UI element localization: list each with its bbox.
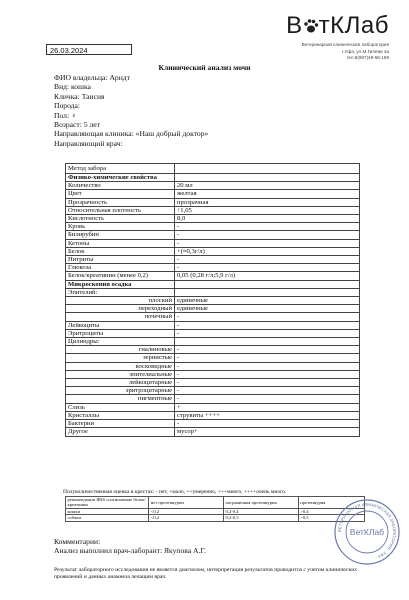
table-row [66, 164, 360, 174]
row-value: - [175, 256, 360, 264]
table-row [66, 379, 360, 387]
row-label: восковидные [66, 362, 175, 370]
row-value: - [175, 395, 360, 403]
results-table [65, 163, 360, 437]
row-value: единичные [175, 305, 360, 313]
stamp-ring-text: ВЕТЕРИНАРНАЯ КЛИНИЧЕСКАЯ ЛАБОРАТОРИЯ · УФА · [336, 501, 398, 561]
row-value: - [175, 223, 360, 231]
lab-logo [286, 12, 389, 40]
row-label: зернистые [66, 354, 175, 362]
table-row [66, 264, 360, 272]
row-label: Билирубин [66, 231, 175, 239]
section-label: Цилиндры: [66, 338, 175, 346]
table-row [66, 182, 360, 190]
lab-stamp [333, 498, 401, 566]
paw-icon [303, 17, 319, 35]
row-label: Нитриты [66, 256, 175, 264]
row-label: Белок [66, 247, 175, 255]
row-label: пигментные [66, 395, 175, 403]
row-value: - [175, 420, 360, 428]
table-row [66, 198, 360, 206]
table-row [66, 297, 360, 305]
section-row [66, 174, 360, 182]
table-row [66, 362, 360, 370]
table-row [66, 370, 360, 378]
row-label: Кристаллы [66, 411, 175, 419]
logo-text: тКЛаб [318, 12, 389, 39]
row-value: - [175, 354, 360, 362]
breed: Порода: [54, 101, 80, 111]
referring-clinic: Направляющая клиника: «Наш добрый доктор» [54, 129, 209, 139]
lab-contacts [302, 42, 389, 62]
disclaimer: Результат лабораторного исследования не является диагнозом, интерпретация результатов проводится с учетом клинических проявлений и данных анамнеза лечащим врач. [54, 567, 358, 580]
row-value: - [175, 239, 360, 247]
ref-cell: <0,2 [149, 515, 224, 521]
row-value: ↑1,05 [175, 206, 360, 214]
semiquant-note: Полуколичественная оценка в крестах: - нет, +мало, ++умеренно, +++много, ++++очень много. [63, 489, 287, 495]
document-title: Клинический анализ мочи [158, 63, 251, 72]
row-value: - [175, 379, 360, 387]
row-label: Количество [66, 182, 175, 190]
sex: Пол: ♀ [54, 110, 77, 120]
row-label: Кислотность [66, 215, 175, 223]
analyst: Анализ выполнил врач-лаборант: Якупова А.Г. [54, 546, 206, 556]
pet-name: Кличка: Таисия [54, 91, 105, 101]
row-label: Белок/креатинин (менее 0,2) [66, 272, 175, 280]
table-row [66, 329, 360, 337]
table-row [66, 215, 360, 223]
table-row [66, 256, 360, 264]
row-value: 0,05 (0,28 г/л;5,9 г/л) [175, 272, 360, 280]
ref-cell: кошки [66, 508, 149, 514]
row-value: + [175, 403, 360, 411]
ref-row [66, 515, 365, 521]
section-row [66, 338, 360, 346]
table-row [66, 313, 360, 321]
iris-reference-table [65, 496, 365, 522]
method-label: Метод забора [66, 164, 175, 174]
row-label: лейкоцитарные [66, 379, 175, 387]
row-label: Кровь [66, 223, 175, 231]
table-row [66, 272, 360, 280]
logo-letter-v: В [286, 12, 303, 39]
table-row [66, 403, 360, 411]
row-value: 8,0 [175, 215, 360, 223]
section-physchem: Физико-химические свойства [66, 174, 175, 182]
row-value: +(≈0,3г/л) [175, 247, 360, 255]
row-label: почечный [66, 313, 175, 321]
row-value: желтая [175, 190, 360, 198]
section-label: Эпителий: [66, 288, 175, 296]
row-value: струвиты ++++ [175, 411, 360, 419]
row-label: эпителиальные [66, 370, 175, 378]
stamp-center-text: ВетКЛаб [349, 527, 385, 537]
row-value: единичные [175, 297, 360, 305]
comments-block [54, 537, 206, 556]
lab-address: г.Уфа, ул.М.Гилеви 4а [342, 48, 389, 54]
row-value: - [175, 346, 360, 354]
row-value: - [175, 264, 360, 272]
table-row [66, 321, 360, 329]
row-label: плоский [66, 297, 175, 305]
ref-cell: собаки [66, 515, 149, 521]
row-value: 20 мл [175, 182, 360, 190]
table-row [66, 305, 360, 313]
ref-cell: >0,5 [298, 515, 364, 521]
table-row [66, 411, 360, 419]
table-row [66, 395, 360, 403]
ref-cell: 0,2-0,5 [224, 515, 299, 521]
patient-info [54, 73, 208, 148]
row-value: - [175, 370, 360, 378]
table-row [66, 190, 360, 198]
row-label: Эритроциты [66, 329, 175, 337]
referring-doctor: Направляющий врач: [54, 138, 123, 148]
table-row [66, 206, 360, 214]
row-label: Кетоны [66, 239, 175, 247]
row-label: Бактерии [66, 420, 175, 428]
table-row [66, 387, 360, 395]
table-row [66, 420, 360, 428]
row-label: переходный [66, 305, 175, 313]
row-value: - [175, 362, 360, 370]
ref-cell: 0,2-0,4 [224, 508, 299, 514]
row-label: гиалиновые [66, 346, 175, 354]
row-label: Прозрачность [66, 198, 175, 206]
row-value: - [175, 231, 360, 239]
ref-header-cell: нет протеинурии [149, 497, 224, 509]
lab-phone: тел.8(987)49-66-189 [346, 55, 389, 61]
species: Вид: кошка [54, 82, 91, 92]
table-row [66, 247, 360, 255]
section-row [66, 288, 360, 296]
row-label: эритроцитарные [66, 387, 175, 395]
row-label: Другое [66, 428, 175, 436]
comments-label: Комментарии: [54, 537, 101, 546]
row-value: прозрачная [175, 198, 360, 206]
table-row [66, 428, 360, 436]
age: Возраст: 5 лет [54, 120, 100, 130]
ref-header-row [66, 497, 365, 509]
ref-header-cell: пограничная протеинурия [224, 497, 299, 509]
section-row [66, 280, 360, 288]
row-value: - [175, 321, 360, 329]
row-label: Цвет [66, 190, 175, 198]
table-row [66, 239, 360, 247]
lab-name: Ветеринарная клиническая лаборатория [301, 42, 389, 47]
row-label: Лейкоциты [66, 321, 175, 329]
method-value [175, 164, 360, 174]
report-date: 26.03.2024 [46, 44, 132, 55]
table-row [66, 223, 360, 231]
section-label: Микроскопия осадка [66, 280, 175, 288]
row-label: Относительная плотность [66, 206, 175, 214]
row-label: Глюкоза [66, 264, 175, 272]
ref-header-cell: протеинурия [298, 497, 364, 509]
table-row [66, 354, 360, 362]
row-value: - [175, 329, 360, 337]
table-row [66, 346, 360, 354]
ref-header-cell: рекомендации IRIS соотношение белок/креатинин [66, 497, 149, 509]
row-value: - [175, 387, 360, 395]
ref-cell: >0,4 [298, 508, 364, 514]
row-value: - [175, 313, 360, 321]
row-label: Слизь [66, 403, 175, 411]
table-row [66, 231, 360, 239]
ref-cell: <0,2 [149, 508, 224, 514]
owner-name: ФИО владельца: Арндт [54, 73, 130, 82]
row-value: мусор+ [175, 428, 360, 436]
